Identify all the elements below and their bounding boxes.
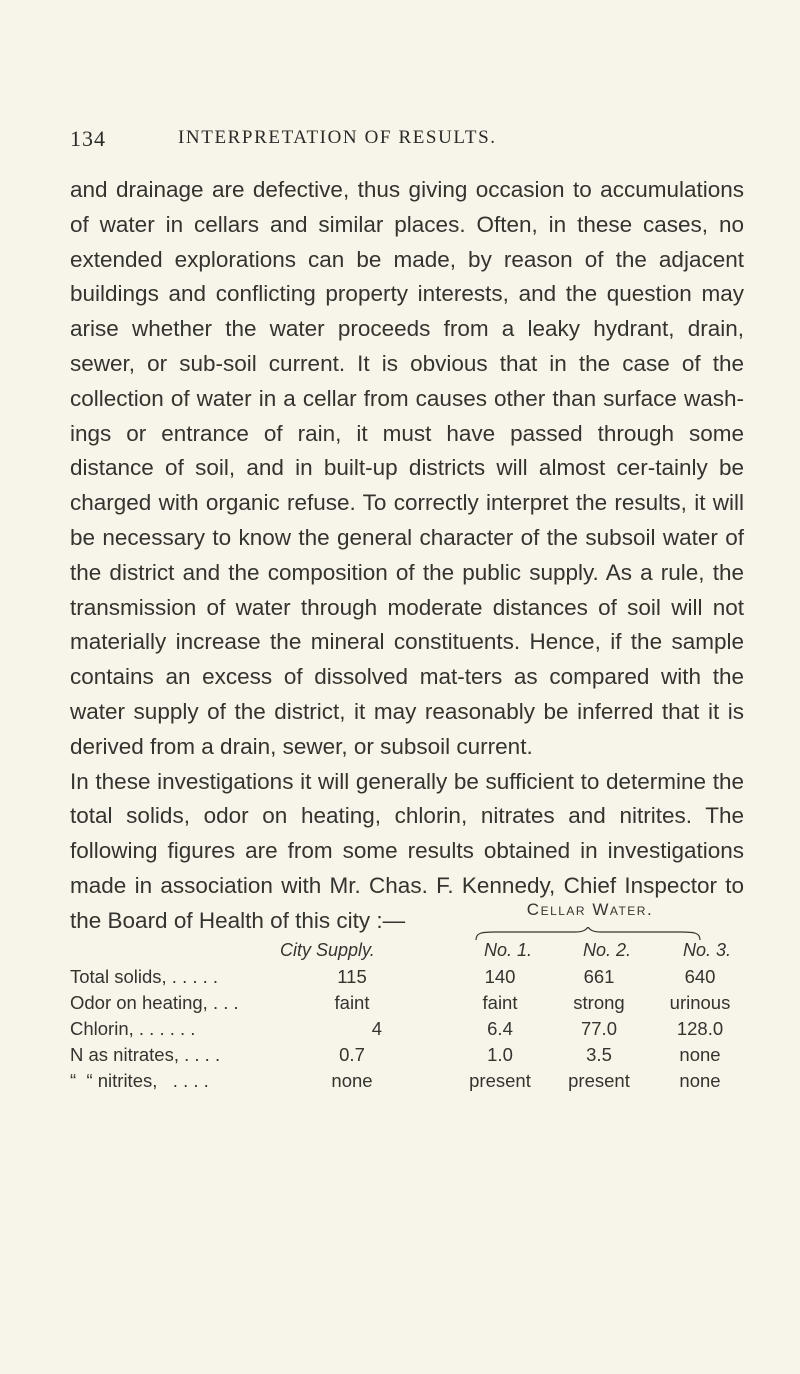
cell-value: none xyxy=(331,1070,373,1091)
paragraph: In these investigations it will generally be sufficient to determine the total solids, odor on heating, chlorin, nitrates and nitrites. The following figures are from some results obtained in investigations made in association with Mr. Chas. F. Kennedy, Chief Inspector to the Board of Health of this city :— xyxy=(70,768,744,933)
cell-value: none xyxy=(679,1070,721,1091)
cell-value: urinous xyxy=(669,992,731,1013)
cell-value: 3.5 xyxy=(586,1044,612,1065)
cell-value: 128.0 xyxy=(676,1018,724,1039)
cell-value: 640 xyxy=(684,966,716,987)
row-label: Chlorin, . . . . . . xyxy=(70,1018,196,1039)
cell-value: 4 xyxy=(371,1018,382,1039)
cell-value: 140 xyxy=(484,966,516,987)
cell-value: 661 xyxy=(583,966,615,987)
cell-value: 6.4 xyxy=(487,1018,513,1039)
table-row xyxy=(70,1070,760,1096)
cell-value: 115 xyxy=(337,966,367,987)
table-row xyxy=(70,992,760,1018)
row-label: Total solids, . . . . . xyxy=(70,966,219,987)
column-header-no-2: No. 2. xyxy=(583,940,632,960)
cell-value: none xyxy=(679,1044,721,1065)
page-number: 134 xyxy=(70,126,106,151)
cell-value: present xyxy=(568,1070,630,1091)
table-row xyxy=(70,1018,760,1044)
row-label: Odor on heating, . . . xyxy=(70,992,239,1013)
table-row xyxy=(70,966,760,992)
body-text xyxy=(70,173,744,939)
row-label: “ “ nitrites, . . . . xyxy=(70,1070,209,1091)
table-row xyxy=(70,1044,760,1070)
running-head: INTERPRETATION OF RESULTS. xyxy=(178,127,497,148)
column-header-no-3: No. 3. xyxy=(683,940,732,960)
cell-value: faint xyxy=(334,992,370,1013)
cell-value: 0.7 xyxy=(339,1044,365,1065)
cell-value: 77.0 xyxy=(580,1018,617,1039)
brace-icon xyxy=(475,927,701,941)
cell-value: 1.0 xyxy=(487,1044,513,1065)
cell-value: faint xyxy=(482,992,518,1013)
paragraph: and drainage are defective, thus giving occasion to accumulations of water in cellars and similar places. Often, in these cases, no extended explorations can be made, by reason of the adjacent buildings and conflicting property interests, and the question may arise whether the water proceeds from a leaky hydrant, drain, sewer, or sub-soil current. It is obvious that in the case of the collection of water in a cellar from causes other than surface wash-ings or entrance of rain, it must have passed through some distance of soil, and in built-up districts will almost cer-tainly be charged with organic refuse. To correctly interpret the results, it will be necessary to know the general character of the subsoil water of the district and the composition of the public supply. As a rule, the transmission of water through moderate distances of soil will not materially increase the mineral constituents. Hence, if the sample contains an excess of dissolved mat-ters as compared with the water supply of the district, it may reasonably be inferred that it is derived from a drain, sewer, or subsoil current. xyxy=(70,177,744,759)
cell-value: present xyxy=(469,1070,531,1091)
column-header-no-1: No. 1. xyxy=(484,940,533,960)
page-header xyxy=(70,126,730,166)
row-label: N as nitrates, . . . . xyxy=(70,1044,221,1065)
column-header-city-supply: City Supply. xyxy=(280,940,375,960)
cell-value: strong xyxy=(573,992,625,1013)
group-heading: Cellar Water. xyxy=(526,900,654,919)
